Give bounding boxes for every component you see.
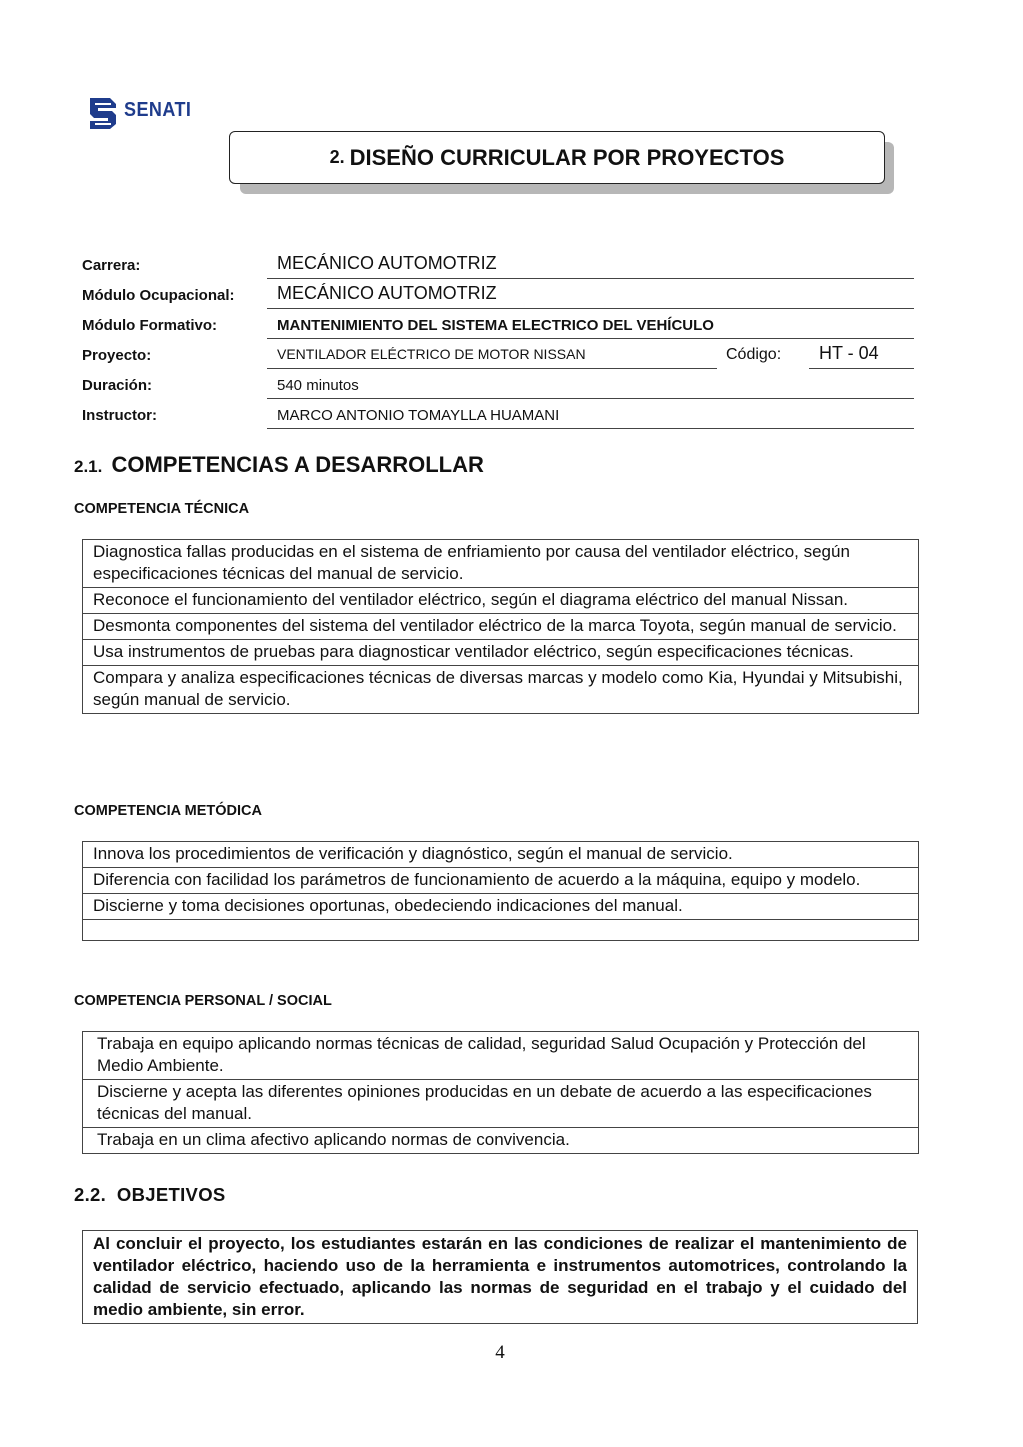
instructor-label: Instructor: xyxy=(82,407,157,424)
info-row-modulo-formativo xyxy=(82,309,914,339)
info-row-modulo-ocupacional xyxy=(82,279,914,309)
page-number: 4 xyxy=(495,1342,505,1363)
table-row: Trabaja en equipo aplicando normas técnicas de calidad, seguridad Salud Ocupación y Protección del Medio Ambiente. xyxy=(83,1032,918,1080)
table-row: Diagnostica fallas producidas en el sistema de enfriamiento por causa del ventilador eléctrico, según especificaciones técnicas del manual de servicio. xyxy=(83,540,918,588)
info-row-carrera xyxy=(82,249,914,279)
proyecto-label: Proyecto: xyxy=(82,347,152,364)
modulo-formativo-label: Módulo Formativo: xyxy=(82,317,217,334)
title-number: 2. xyxy=(329,147,345,167)
senati-s-icon xyxy=(86,94,120,130)
logo-text: SENATI xyxy=(124,99,192,121)
duracion-label: Duración: xyxy=(82,377,153,394)
table-row: Innova los procedimientos de verificación y diagnóstico, según el manual de servicio. xyxy=(83,842,918,868)
objetivo-box: Al concluir el proyecto, los estudiantes estarán en las condiciones de realizar el mantenimiento de ventilador eléctrico, haciendo uso de la herramienta e instrumentos automotrices, controlando la calidad de servicio efectuado, aplicando las normas de seguridad en el trabajo y el cuidado del medio ambiente, sin error. xyxy=(82,1230,918,1324)
proyecto-value: VENTILADOR ELÉCTRICO DE MOTOR NISSAN xyxy=(267,339,717,369)
info-row-duracion xyxy=(82,369,914,399)
section-21-heading xyxy=(74,452,484,478)
competencia-tecnica-heading: COMPETENCIA TÉCNICA xyxy=(74,501,250,517)
modulo-ocupacional-label: Módulo Ocupacional: xyxy=(82,287,235,304)
table-row: Discierne y acepta las diferentes opiniones producidas en un debate de acuerdo a las especificaciones técnicas del manual. xyxy=(83,1080,918,1128)
table-row: Desmonta componentes del sistema del ventilador eléctrico de la marca Toyota, según manual de servicio. xyxy=(83,614,918,640)
competencia-metodica-table xyxy=(82,841,919,941)
title-text: DISEÑO CURRICULAR POR PROYECTOS xyxy=(349,144,785,170)
table-row: Diferencia con facilidad los parámetros de funcionamiento de acuerdo a la máquina, equipo y modelo. xyxy=(83,868,918,894)
codigo-value: HT - 04 xyxy=(809,339,914,369)
info-row-instructor xyxy=(82,399,914,429)
table-row: Usa instrumentos de pruebas para diagnosticar ventilador eléctrico, según especificaciones técnicas. xyxy=(83,640,918,666)
instructor-value: MARCO ANTONIO TOMAYLLA HUAMANI xyxy=(267,399,914,429)
empty-table-row xyxy=(83,920,918,940)
table-row: Discierne y toma decisiones oportunas, obedeciendo indicaciones del manual. xyxy=(83,894,918,920)
table-row: Compara y analiza especificaciones técnicas de diversas marcas y modelo como Kia, Hyundai y Mitsubishi, según manual de servicio. xyxy=(93,668,903,709)
competencia-tecnica-table xyxy=(82,539,919,714)
section-21-title: COMPETENCIAS A DESARROLLAR xyxy=(111,452,484,477)
competencia-personal-heading: COMPETENCIA PERSONAL / SOCIAL xyxy=(74,993,332,1009)
competencia-personal-table xyxy=(82,1031,919,1154)
course-info xyxy=(82,249,914,429)
competencia-metodica-heading: COMPETENCIA METÓDICA xyxy=(74,803,262,819)
codigo-label: Código: xyxy=(726,346,782,363)
section-22-heading: 2.2. OBJETIVOS xyxy=(74,1184,226,1205)
info-row-proyecto xyxy=(82,339,914,369)
section-21-number: 2.1. xyxy=(74,457,103,476)
carrera-label: Carrera: xyxy=(82,257,141,274)
page-title xyxy=(229,131,885,184)
senati-logo xyxy=(86,92,206,132)
modulo-ocupacional-value: MECÁNICO AUTOMOTRIZ xyxy=(267,279,914,309)
duracion-value: 540 minutos xyxy=(267,369,914,399)
table-row: Reconoce el funcionamiento del ventilador eléctrico, según el diagrama eléctrico del manual Nissan. xyxy=(83,588,918,614)
modulo-formativo-value: MANTENIMIENTO DEL SISTEMA ELECTRICO DEL VEHÍCULO xyxy=(267,309,914,339)
carrera-value: MECÁNICO AUTOMOTRIZ xyxy=(267,249,914,279)
table-row: Trabaja en un clima afectivo aplicando normas de convivencia. xyxy=(97,1130,570,1149)
